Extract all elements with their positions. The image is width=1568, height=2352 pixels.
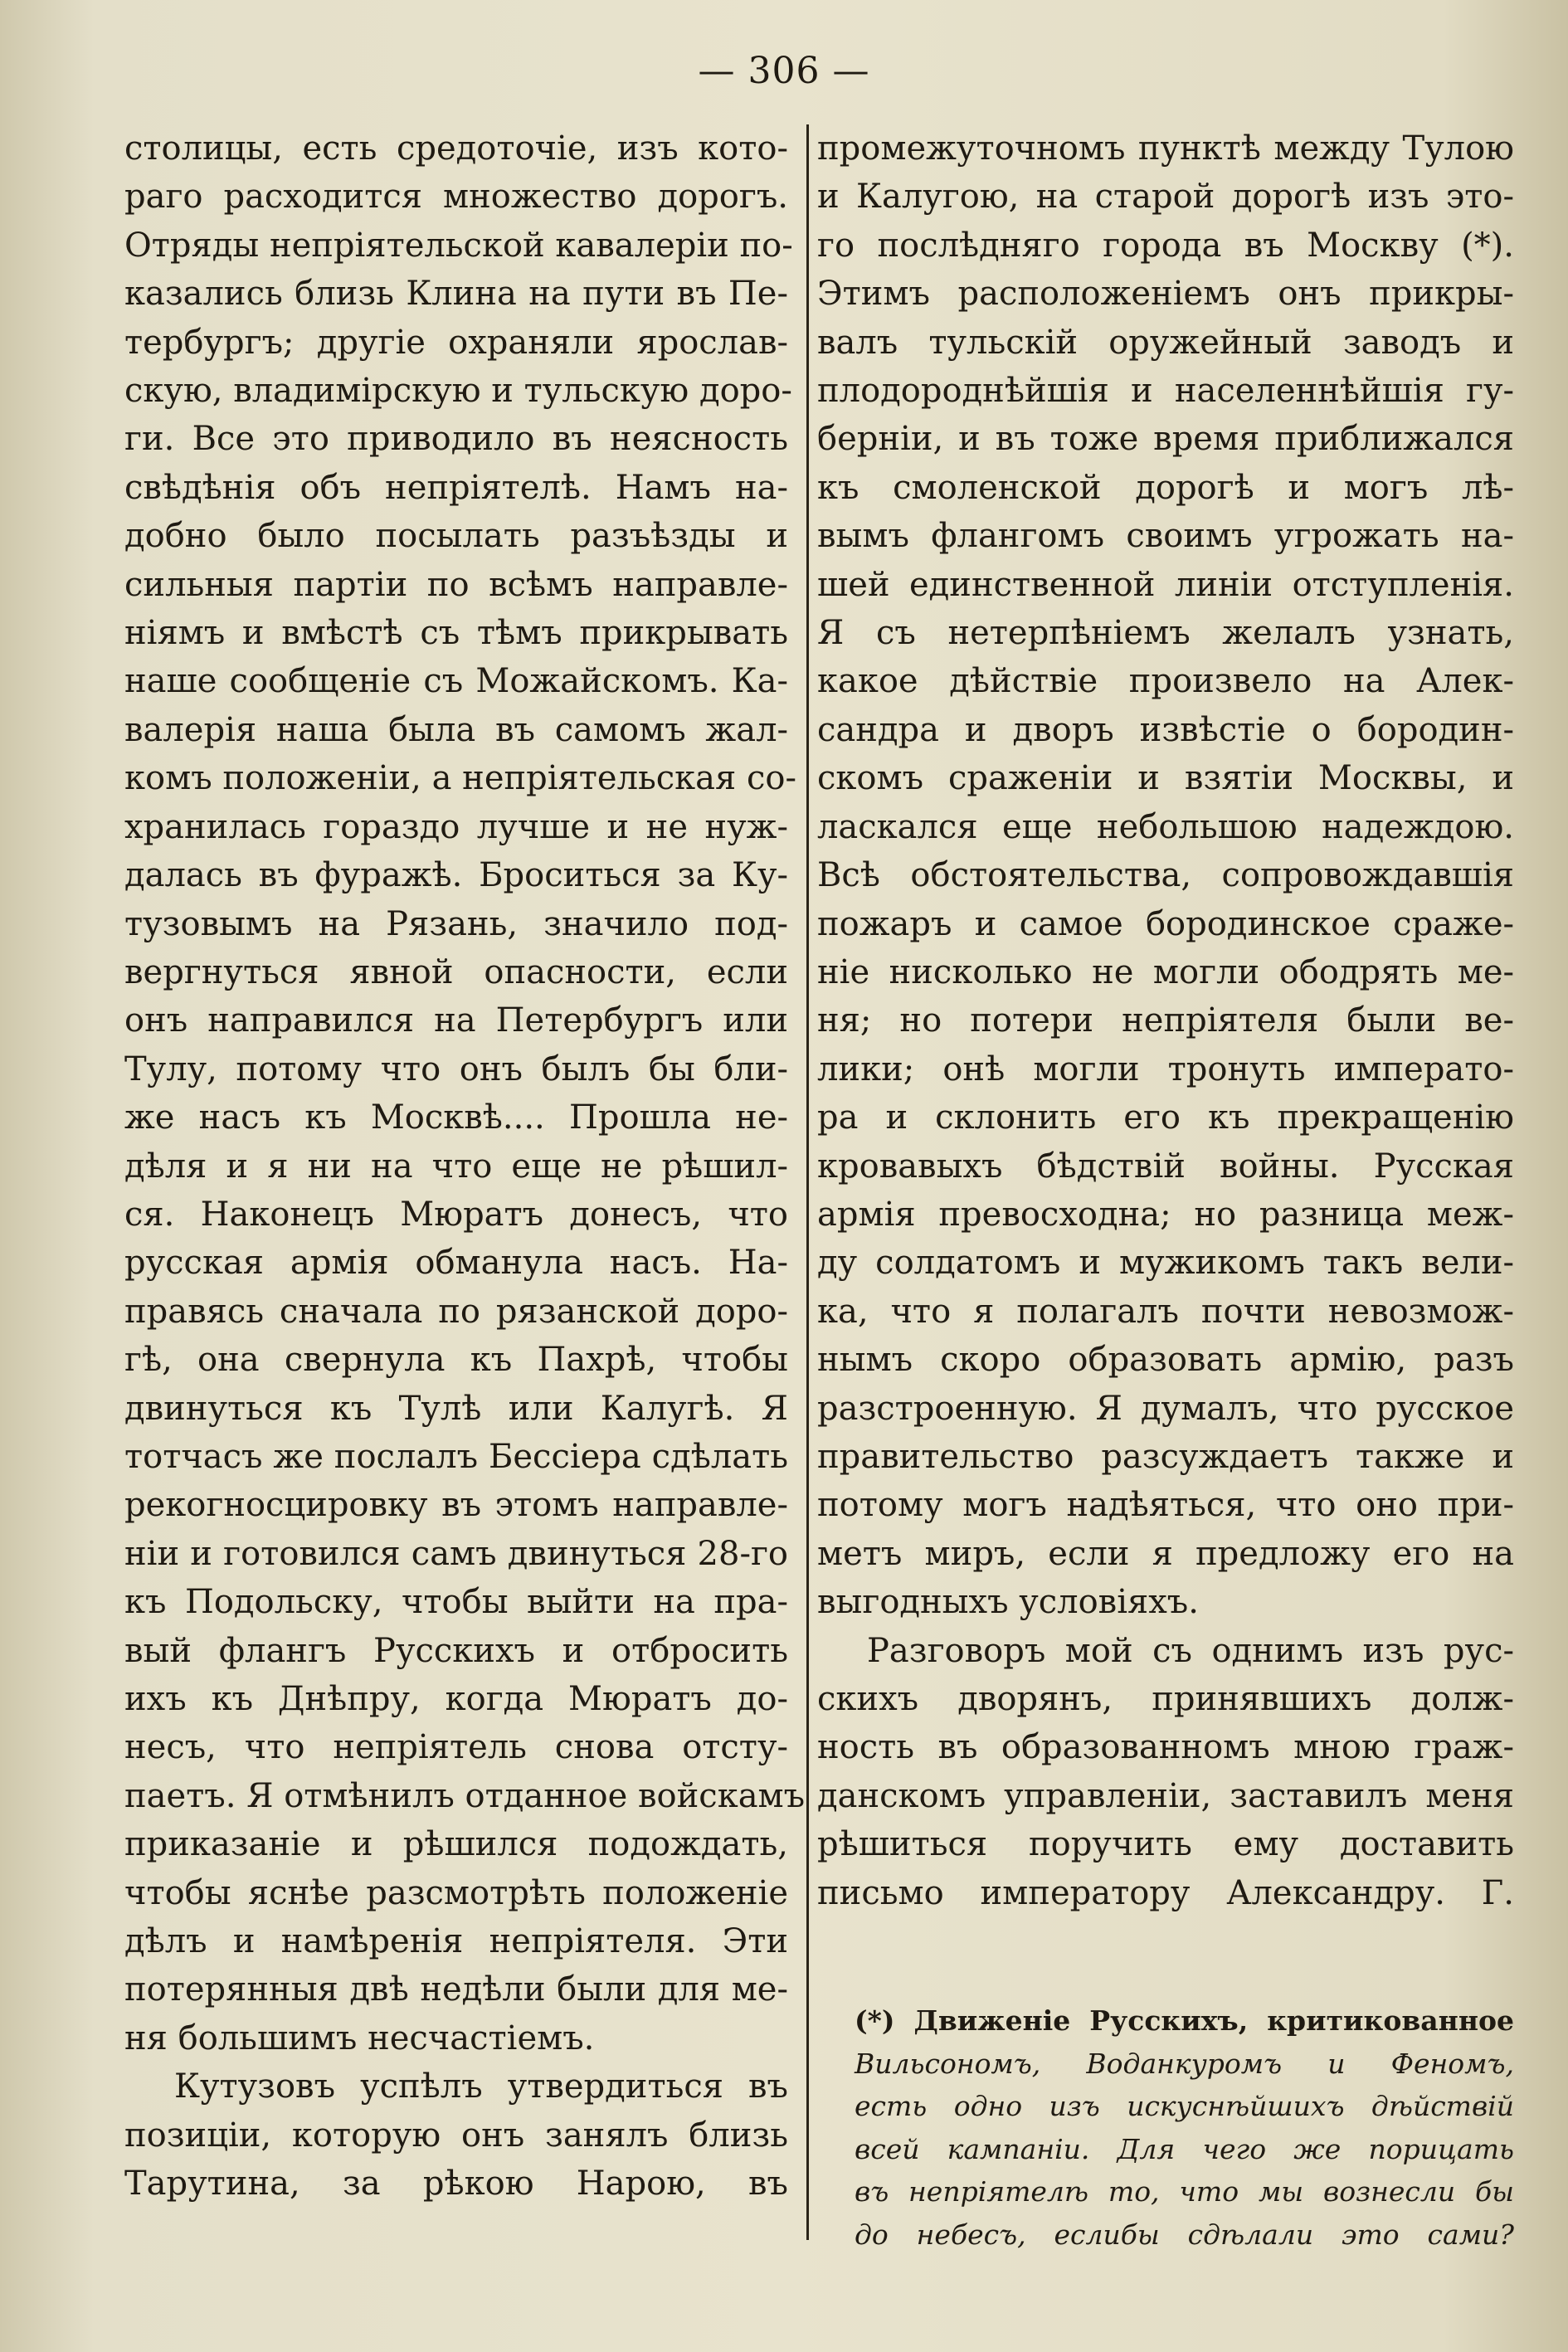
- footnote-line: всей кампаніи. Для чего же порицать: [855, 2132, 1514, 2165]
- page-number: — 306 —: [698, 50, 870, 92]
- text-line: рѣшиться поручить ему доставить: [817, 1825, 1514, 1864]
- text-line: далась въ фуражѣ. Броситься за Ку-: [124, 856, 788, 895]
- text-line: какое дѣйствіе произвело на Алек-: [817, 662, 1514, 701]
- text-line: кровавыхъ бѣдствій войны. Русская: [817, 1147, 1514, 1186]
- text-line: ніе нисколько не могли ободрять ме-: [817, 952, 1514, 991]
- text-line: ка, что я полагалъ почти невозмож-: [817, 1292, 1514, 1331]
- text-line: ся. Наконецъ Мюратъ донесъ, что: [124, 1195, 788, 1234]
- text-line: выгодныхъ условіяхъ.: [817, 1583, 1199, 1622]
- text-line: берніи, и въ тоже время приближался: [817, 420, 1514, 459]
- text-line: приказаніе и рѣшился подождать,: [124, 1825, 788, 1864]
- text-line: Я съ нетерпѣніемъ желалъ узнать,: [817, 614, 1514, 653]
- footnote: [855, 1999, 1514, 2256]
- text-line: данскомъ управленіи, заставилъ меня: [817, 1776, 1514, 1815]
- text-line: вымъ флангомъ своимъ угрожать на-: [817, 517, 1514, 556]
- text-line: скую, владимірскую и тульскую доро-: [124, 372, 792, 411]
- text-line: го послѣдняго города въ Москву (*).: [817, 226, 1514, 265]
- text-line: дѣлъ и намѣренія непріятеля. Эти: [124, 1922, 788, 1961]
- text-line: ги. Все это приводило въ неясность: [124, 420, 788, 459]
- text-line: правясь сначала по рязанской доро-: [124, 1292, 788, 1331]
- text-line: сильныя партіи по всѣмъ направле-: [124, 565, 788, 604]
- text-line: казались близь Клина на пути въ Пе-: [124, 275, 788, 314]
- text-line: позиціи, которую онъ занялъ близь: [124, 2116, 788, 2155]
- text-line: комъ положеніи, а непріятельская со-: [124, 759, 796, 798]
- text-line: армія превосходна; но разница меж-: [817, 1195, 1514, 1234]
- text-line: двинуться къ Тулѣ или Калугѣ. Я: [124, 1389, 788, 1428]
- text-line: Тулу, потому что онъ былъ бы бли-: [124, 1049, 788, 1088]
- text-line: хранилась гораздо лучше и не нуж-: [124, 807, 788, 846]
- text-line: несъ, что непріятель снова отсту-: [124, 1728, 788, 1767]
- text-line: вергнуться явной опасности, если: [124, 952, 788, 991]
- text-line: сандра и дворъ извѣстіе о бородин-: [817, 710, 1514, 749]
- footnote-line: есть одно изъ искуснѣйшихъ дѣйствій: [855, 2090, 1514, 2122]
- text-line: метъ миръ, если я предложу его на: [817, 1534, 1514, 1573]
- text-line: же насъ къ Москвѣ.... Прошла не-: [124, 1098, 788, 1137]
- text-line: Кутузовъ успѣлъ утвердиться въ: [174, 2067, 788, 2106]
- text-line: письмо императору Александру. Г.: [817, 1873, 1514, 1912]
- text-line: лики; онѣ могли тронуть императо-: [817, 1049, 1514, 1088]
- text-line: добно было посылать разъѣзды и: [124, 517, 788, 556]
- text-line: ихъ къ Днѣпру, когда Мюратъ до-: [124, 1680, 788, 1718]
- text-line: плодороднѣйшія и населеннѣйшія гу-: [817, 372, 1514, 411]
- text-line: Разговоръ мой съ однимъ изъ рус-: [867, 1631, 1514, 1670]
- text-line: правительство разсуждаетъ также и: [817, 1437, 1514, 1476]
- text-line: тузовымъ на Рязань, значило под-: [124, 904, 788, 943]
- text-line: нымъ скоро образовать армію, разъ: [817, 1341, 1514, 1380]
- footnote-line: въ непріятелѣ то, что мы вознесли бы: [855, 2175, 1514, 2208]
- text-line: онъ направился на Петербургъ или: [124, 1001, 788, 1040]
- text-line: ніямъ и вмѣстѣ съ тѣмъ прикрывать: [124, 614, 788, 653]
- text-line: чтобы яснѣе разсмотрѣть положеніе: [124, 1873, 788, 1912]
- text-line: раго расходится множество дорогъ.: [124, 178, 788, 217]
- text-line: къ смоленской дорогѣ и могъ лѣ-: [817, 468, 1514, 507]
- text-line: скомъ сраженіи и взятіи Москвы, и: [817, 759, 1514, 798]
- text-line: валерія наша была въ самомъ жал-: [124, 710, 788, 749]
- text-line: дѣля и я ни на что еще не рѣшил-: [124, 1147, 788, 1186]
- text-line: тотчасъ же послалъ Бессіера сдѣлать: [124, 1437, 788, 1476]
- column-divider: [806, 124, 809, 2240]
- text-line: промежуточномъ пунктѣ между Тулою: [817, 129, 1514, 168]
- text-line: Этимъ расположеніемъ онъ прикры-: [817, 275, 1514, 314]
- left-column: [124, 124, 806, 2208]
- text-line: къ Подольску, чтобы выйти на пра-: [124, 1583, 788, 1622]
- text-line: ня; но потери непріятеля были ве-: [817, 1001, 1514, 1040]
- text-line: ня большимъ несчастіемъ.: [124, 2018, 595, 2057]
- footnote-line: до небесъ, еслибы сдѣлали это сами?: [855, 2218, 1514, 2251]
- text-line: шей единственной линіи отступленія.: [817, 565, 1514, 604]
- footnote-line: Вильсономъ, Воданкуромъ и Феномъ,: [855, 2047, 1514, 2080]
- text-line: ду солдатомъ и мужикомъ такъ вели-: [817, 1244, 1514, 1283]
- text-line: вый флангъ Русскихъ и отбросить: [124, 1631, 788, 1670]
- text-line: свѣдѣнія объ непріятелѣ. Намъ на-: [124, 468, 788, 507]
- text-line: пожаръ и самое бородинское сраже-: [817, 904, 1514, 943]
- footnote-line: (*) Движеніе Русскихъ, критикованное: [855, 2004, 1514, 2037]
- text-line: тербургъ; другіе охраняли ярослав-: [124, 323, 788, 362]
- text-line: потому могъ надѣяться, что оно при-: [817, 1486, 1514, 1525]
- text-line: разстроенную. Я думалъ, что русское: [817, 1389, 1514, 1428]
- text-line: Отряды непріятельской кавалеріи по-: [124, 226, 793, 265]
- text-line: столицы, есть средоточіе, изъ кото-: [124, 129, 788, 168]
- text-line: гѣ, она свернула къ Пахрѣ, чтобы: [124, 1341, 788, 1380]
- text-line: потерянныя двѣ недѣли были для ме-: [124, 1970, 788, 2009]
- text-line: и Калугою, на старой дорогѣ изъ это-: [817, 178, 1514, 217]
- text-line: Всѣ обстоятельства, сопровождавшія: [817, 856, 1514, 895]
- text-line: ласкался еще небольшою надеждою.: [817, 807, 1514, 846]
- right-column: [817, 124, 1514, 1917]
- text-line: ность въ образованномъ мною граж-: [817, 1728, 1514, 1767]
- text-line: русская армія обманула насъ. На-: [124, 1244, 788, 1283]
- text-line: валъ тульскій оружейный заводъ и: [817, 323, 1514, 362]
- text-line: паетъ. Я отмѣнилъ отданное войскамъ: [124, 1776, 806, 1815]
- text-line: ніи и готовился самъ двинуться 28-го: [124, 1534, 788, 1573]
- text-line: Тарутина, за рѣкою Нарою, въ: [124, 2165, 788, 2203]
- text-line: рекогносцировку въ этомъ направле-: [124, 1486, 788, 1525]
- text-line: наше сообщеніе съ Можайскомъ. Ка-: [124, 662, 788, 701]
- text-line: скихъ дворянъ, принявшихъ долж-: [817, 1680, 1514, 1718]
- text-line: ра и склонить его къ прекращенію: [817, 1098, 1514, 1137]
